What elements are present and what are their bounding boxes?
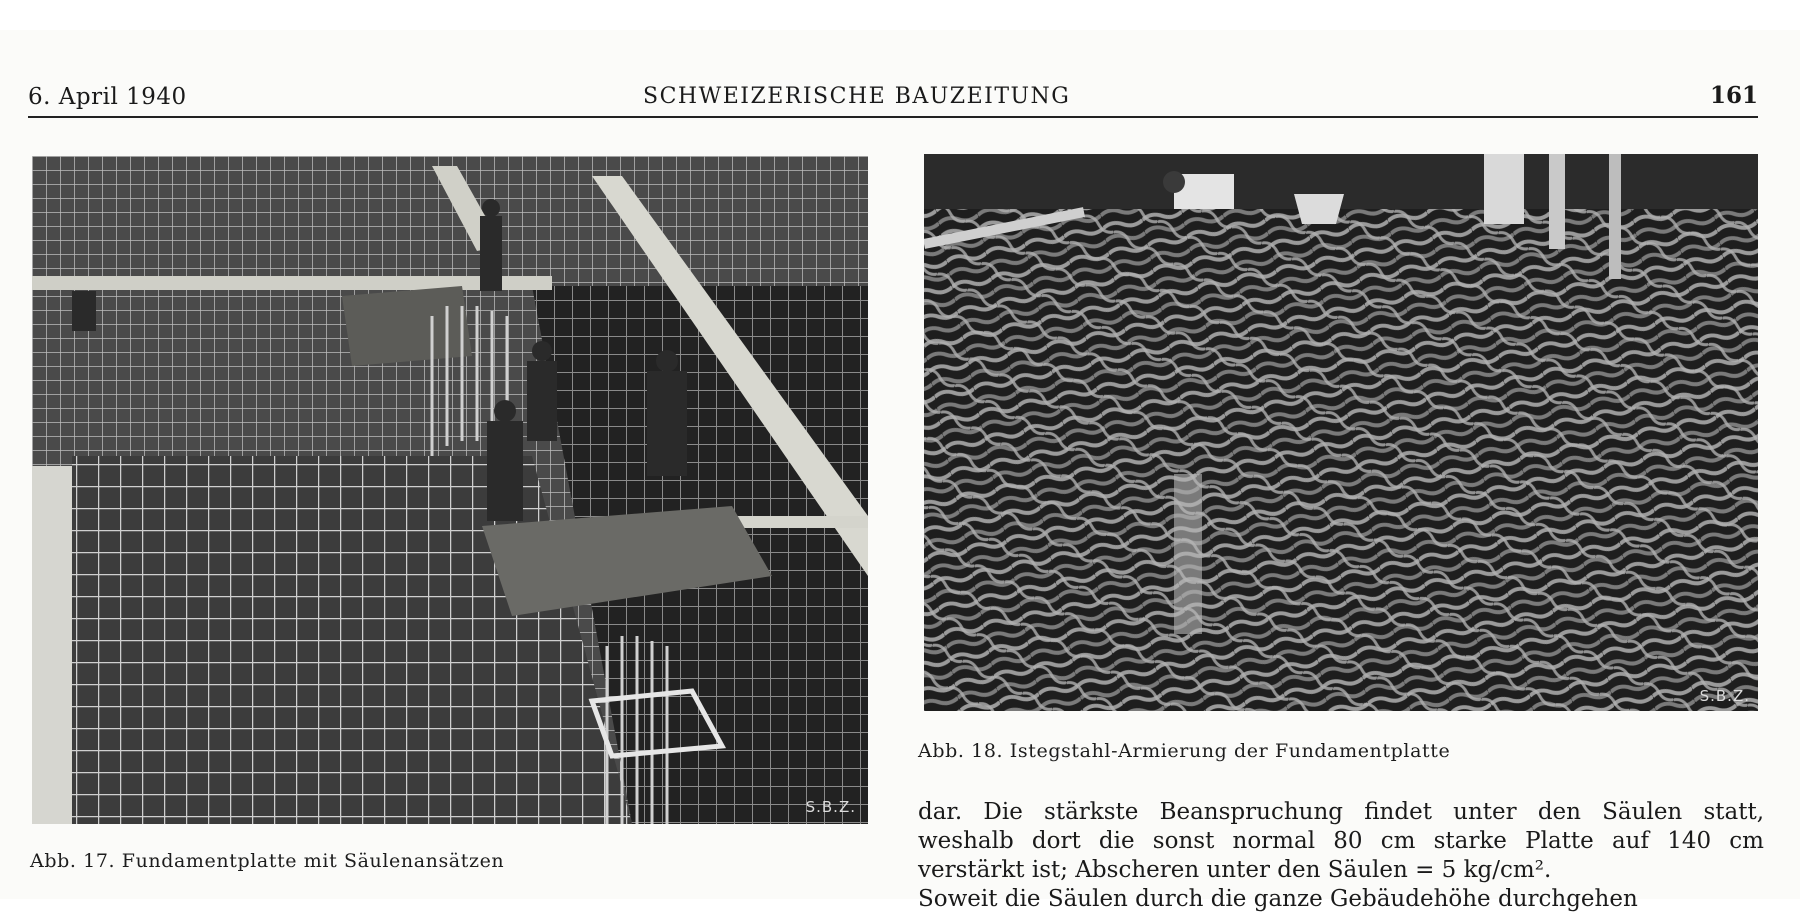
watermark-17: S.B.Z. <box>805 798 856 816</box>
body-paragraph <box>918 798 1764 914</box>
figure-17-image <box>32 156 868 824</box>
running-header <box>28 78 1758 112</box>
header-rule <box>28 116 1758 118</box>
journal-title: SCHWEIZERISCHE BAUZEITUNG <box>643 84 1071 109</box>
body-line: Soweit die Säulen durch die ganze Gebäudehöhe durchgehen <box>918 886 1638 912</box>
figure-17-photo <box>32 156 868 824</box>
body-line: verstärkt ist; Abscheren unter den Säulen = 5 kg/cm². <box>918 857 1552 883</box>
issue-date: 6. April 1940 <box>28 84 187 110</box>
body-line: dar. Die stärkste Beanspruchung findet unter den Säulen statt, <box>918 799 1764 825</box>
watermark-18: S.B.Z. <box>1699 687 1750 705</box>
page-number: 161 <box>1709 82 1758 109</box>
figure-18-caption: Abb. 18. Istegstahl-Armierung der Fundamentplatte <box>918 740 1451 762</box>
figure-18-image <box>924 154 1758 711</box>
body-line: weshalb dort die sonst normal 80 cm starke Platte auf 140 cm <box>918 828 1764 854</box>
figure-17-caption: Abb. 17. Fundamentplatte mit Säulenansätzen <box>30 850 505 872</box>
figure-18-photo <box>924 154 1758 711</box>
